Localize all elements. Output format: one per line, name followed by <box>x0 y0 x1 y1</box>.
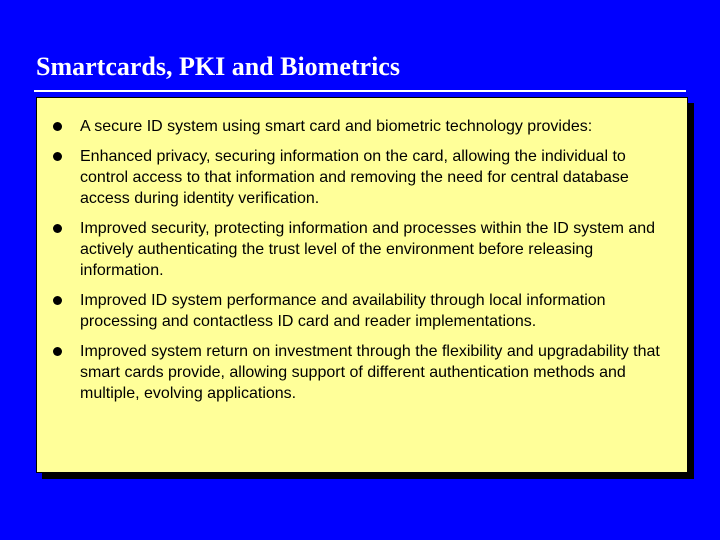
bullet-item <box>48 146 678 209</box>
bullet-text: Improved system return on investment through the flexibility and upgradability that smart cards provide, allowing support of different authentication methods and multiple, evolving applications. <box>80 343 660 402</box>
bullet-item <box>48 116 678 137</box>
bullet-dot-icon <box>53 122 62 131</box>
bullet-dot-icon <box>53 152 62 161</box>
bullet-item <box>48 341 678 404</box>
bullet-text: Enhanced privacy, securing information on the card, allowing the individual to control access to that information and removing the need for central database access during identity verification. <box>80 148 629 207</box>
bullet-dot-icon <box>53 296 62 305</box>
bullet-dot-icon <box>53 347 62 356</box>
bullet-item <box>48 218 678 281</box>
bullet-text: Improved security, protecting information and processes within the ID system and actively authenticating the trust level of the environment before releasing information. <box>80 220 656 279</box>
bullet-list <box>48 116 678 413</box>
bullet-dot-icon <box>53 224 62 233</box>
slide-title: Smartcards, PKI and Biometrics <box>36 52 400 81</box>
bullet-text: Improved ID system performance and availability through local information processing and contactless ID card and reader implementations. <box>80 292 606 330</box>
title-underline <box>34 90 686 92</box>
bullet-text: A secure ID system using smart card and biometric technology provides: <box>80 118 593 135</box>
bullet-item <box>48 290 678 332</box>
